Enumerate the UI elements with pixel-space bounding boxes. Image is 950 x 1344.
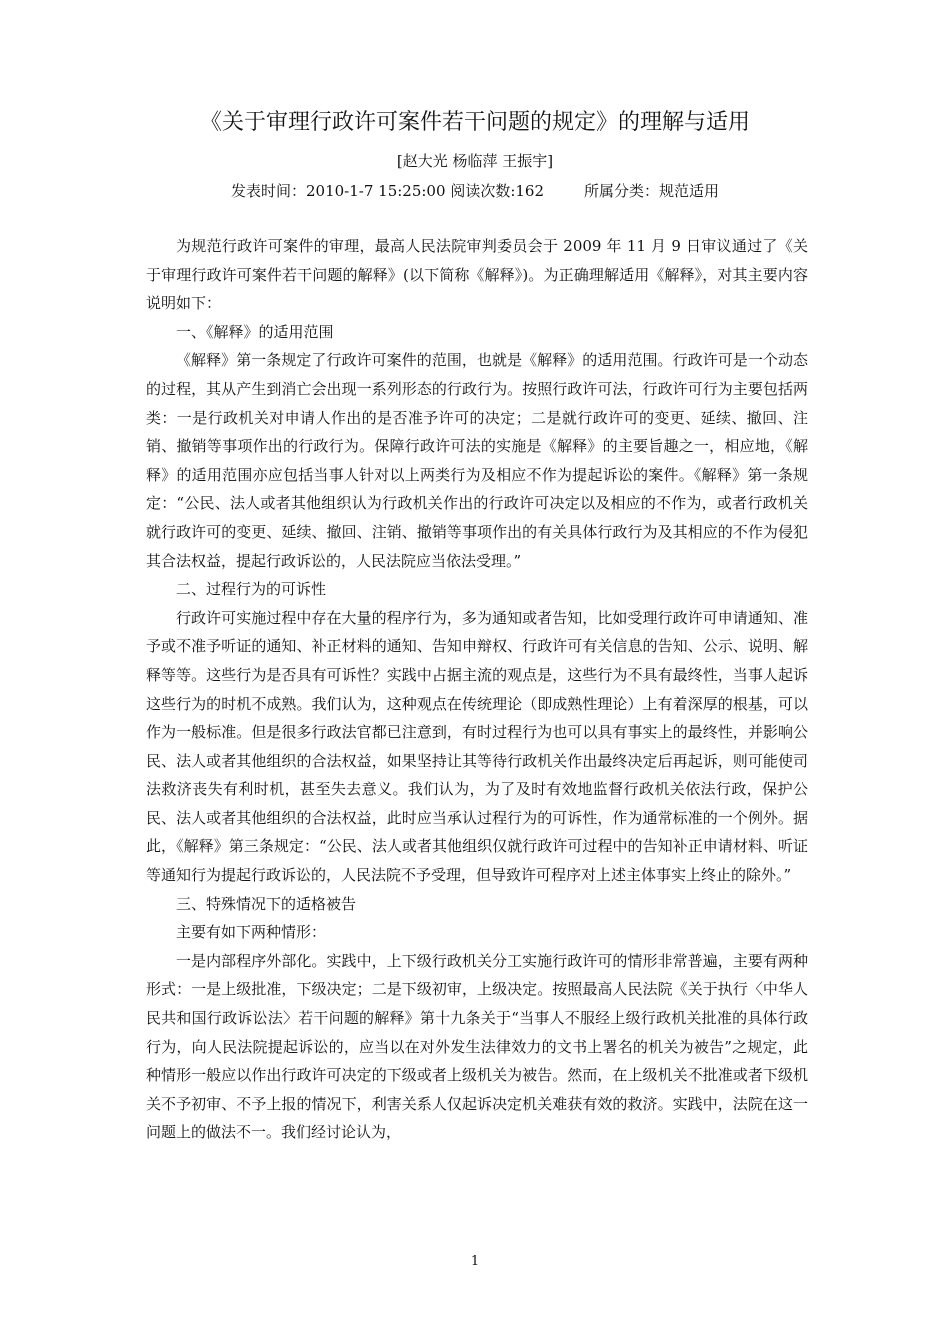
paragraph-section-3-lead: 主要有如下两种情形：	[176, 923, 327, 942]
publish-time: 发表时间：2010-1-7 15:25:00	[230, 182, 446, 200]
read-count: 阅读次数:162	[450, 182, 544, 200]
paragraph-section-3-case-1: 一是内部程序外部化。实践中，上下级行政机关分工实施行政许可的情形非常普遍，主要有两种形式：一是上级批准，下级决定；二是下级初审，上级决定。按照最高人民法院《关于执行〈中华人民共和国行政诉讼法〉若干问题的解释》第十九条关于“当事人不服经上级行政机关批准的具体行政行为，向人民法院提起诉讼的，应当以在对外发生法律效力的文书上署名的机关为被告”之规定，此种情形一般应以作出行政许可决定的下级或者上级机关为被告。然而，在上级机关不批准或者下级机关不予初审、不予上报的情况下，利害关系人仅起诉决定机关难获有效的救济。实践中，法院在这一问题上的做法不一。我们经讨论认为，	[146, 951, 808, 1142]
category: 所属分类：规范适用	[584, 182, 720, 200]
page-number: 1	[470, 1254, 480, 1269]
document-title: 《关于审理行政许可案件若干问题的规定》的理解与适用	[199, 110, 750, 135]
paragraph-section-1: 《解释》第一条规定了行政许可案件的范围，也就是《解释》的适用范围。行政许可是一个动态的过程，其从产生到消亡会出现一系列形态的行政行为。按照行政许可法，行政许可行为主要包括两类：一是行政机关对申请人作出的是否准予许可的决定；二是就行政许可的变更、延续、撤回、注销、撤销等事项作出的行政行为。保障行政许可法的实施是《解释》的主要旨趣之一，相应地，《解释》的适用范围亦应包括当事人针对以上两类行为及相应不作为提起诉讼的案件。《解释》第一条规定：“公民、法人或者其他组织认为行政机关作出的行政许可决定以及相应的不作为，或者行政机关就行政许可的变更、延续、撤回、注销、撤销等事项作出的有关具体行政行为及其相应的不作为侵犯其合法权益，提起行政诉讼的，人民法院应当依法受理。”	[146, 351, 808, 570]
section-heading-2: 二、过程行为的可诉性	[176, 580, 327, 599]
paragraph-intro: 为规范行政许可案件的审理，最高人民法院审判委员会于 2009 年 11 月 9 日审议通过了《关于审理行政许可案件若干问题的解释》(以下简称《解释》)。为正确理解适用《解释》，对其主要内容说明如下：	[146, 237, 808, 313]
section-heading-3: 三、特殊情况下的适格被告	[176, 894, 357, 913]
document-meta	[0, 178, 950, 204]
document-body	[146, 232, 808, 1147]
section-heading-1: 一、《解释》的适用范围	[176, 322, 334, 341]
document-authors: [赵大光 杨临萍 王振宇]	[396, 152, 554, 170]
paragraph-section-2: 行政许可实施过程中存在大量的程序行为，多为通知或者告知，比如受理行政许可申请通知、准予或不准予听证的通知、补正材料的通知、告知申辩权、行政许可有关信息的告知、公示、说明、解释等等。这些行为是否具有可诉性？实践中占据主流的观点是，这些行为不具有最终性，当事人起诉这些行为的时机不成熟。我们认为，这种观点在传统理论（即成熟性理论）上有着深厚的根基，可以作为一般标准。但是很多行政法官都已注意到，有时过程行为也可以具有事实上的最终性，并影响公民、法人或者其他组织的合法权益，如果坚持让其等待行政机关作出最终决定后再起诉，则可能使司法救济丧失有利时机，甚至失去意义。我们认为，为了及时有效地监督行政机关依法行政，保护公民、法人或者其他组织的合法权益，此时应当承认过程行为的可诉性，作为通常标准的一个例外。据此，《解释》第三条规定：“公民、法人或者其他组织仅就行政许可过程中的告知补正申请材料、听证等通知行为提起行政诉讼的，人民法院不予受理，但导致许可程序对上述主体事实上终止的除外。”	[146, 608, 808, 885]
